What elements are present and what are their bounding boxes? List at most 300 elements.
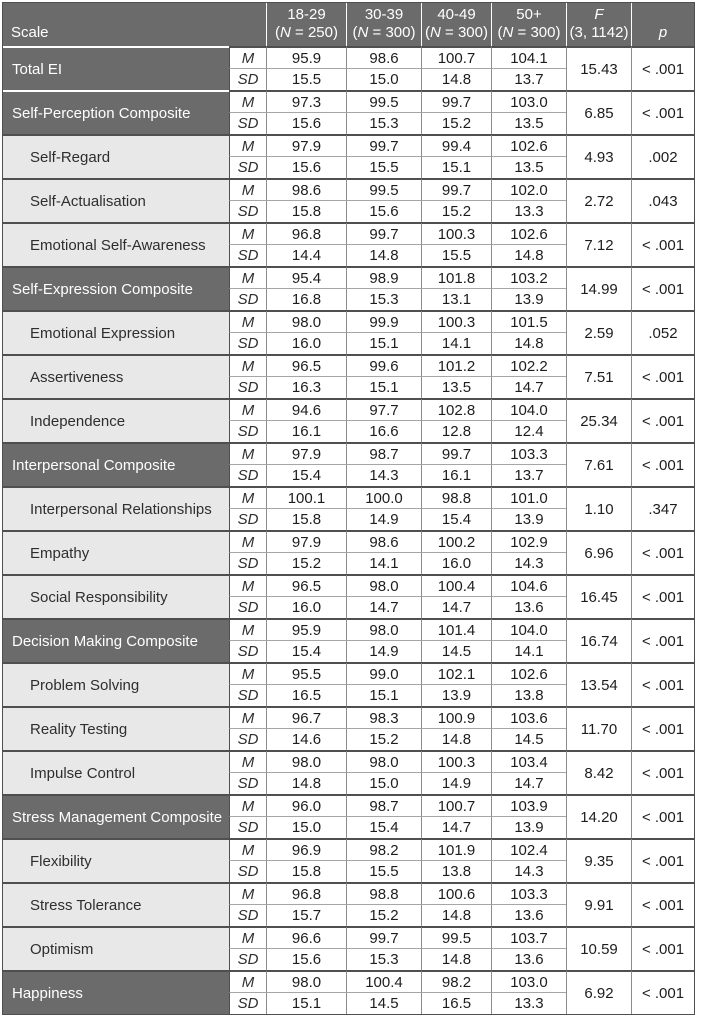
mean-value: 99.7 (421, 442, 491, 464)
sd-value: 15.4 (346, 816, 421, 838)
sd-value: 14.7 (421, 816, 491, 838)
f-value: 13.54 (566, 662, 631, 706)
sd-value: 15.5 (346, 860, 421, 882)
table-row-mean (3, 310, 694, 332)
mean-value: 95.4 (266, 266, 346, 288)
header-row (3, 3, 694, 46)
f-value: 10.59 (566, 926, 631, 970)
column-header-scale: Scale (3, 3, 266, 46)
column-header-p-value (631, 3, 694, 46)
f-value: 6.85 (566, 90, 631, 134)
mean-value: 96.9 (266, 838, 346, 860)
stat-type-label: M (229, 750, 266, 772)
f-value: 2.72 (566, 178, 631, 222)
mean-value: 98.0 (266, 970, 346, 992)
sd-value: 13.6 (491, 596, 566, 618)
stat-type-label: M (229, 398, 266, 420)
sd-value: 16.1 (266, 420, 346, 442)
f-value: 1.10 (566, 486, 631, 530)
anova-results-table (2, 2, 695, 1015)
stat-type-label: SD (229, 420, 266, 442)
column-header-f-statistic (566, 3, 631, 46)
mean-value: 103.6 (491, 706, 566, 728)
table-row-mean (3, 354, 694, 376)
mean-value: 99.7 (346, 134, 421, 156)
mean-value: 98.2 (346, 838, 421, 860)
mean-value: 96.7 (266, 706, 346, 728)
p-value: < .001 (631, 354, 694, 398)
mean-value: 99.7 (421, 90, 491, 112)
column-header-age-18-29 (266, 3, 346, 46)
mean-value: 100.4 (421, 574, 491, 596)
scale-label: Flexibility (3, 838, 229, 882)
stat-type-label: M (229, 838, 266, 860)
p-value: < .001 (631, 750, 694, 794)
stat-type-label: M (229, 178, 266, 200)
mean-value: 99.7 (346, 926, 421, 948)
mean-value: 96.8 (266, 882, 346, 904)
f-value: 2.59 (566, 310, 631, 354)
mean-value: 104.1 (491, 46, 566, 68)
scale-label: Emotional Self-Awareness (3, 222, 229, 266)
mean-value: 103.0 (491, 970, 566, 992)
table-row-mean (3, 134, 694, 156)
sd-value: 15.4 (266, 464, 346, 486)
sd-value: 14.8 (346, 244, 421, 266)
stat-type-label: SD (229, 640, 266, 662)
sd-value: 13.3 (491, 992, 566, 1014)
sd-value: 15.1 (346, 332, 421, 354)
p-value: < .001 (631, 706, 694, 750)
mean-value: 103.3 (491, 882, 566, 904)
mean-value: 97.9 (266, 530, 346, 552)
mean-value: 97.3 (266, 90, 346, 112)
sd-value: 14.6 (266, 728, 346, 750)
sd-value: 13.9 (491, 816, 566, 838)
mean-value: 98.0 (266, 750, 346, 772)
mean-value: 100.2 (421, 530, 491, 552)
table-row-mean (3, 442, 694, 464)
sd-value: 15.2 (346, 728, 421, 750)
stat-type-label: M (229, 134, 266, 156)
sd-value: 14.5 (491, 728, 566, 750)
stat-type-label: M (229, 266, 266, 288)
sd-value: 16.1 (421, 464, 491, 486)
mean-value: 96.8 (266, 222, 346, 244)
sd-value: 14.8 (491, 332, 566, 354)
sd-value: 15.6 (266, 112, 346, 134)
sd-value: 14.8 (421, 728, 491, 750)
f-value: 25.34 (566, 398, 631, 442)
sd-value: 15.2 (346, 904, 421, 926)
mean-value: 100.1 (266, 486, 346, 508)
stat-type-label: SD (229, 288, 266, 310)
mean-value: 103.3 (491, 442, 566, 464)
table-row-mean (3, 530, 694, 552)
f-value: 14.99 (566, 266, 631, 310)
sd-value: 13.8 (421, 860, 491, 882)
stat-type-label: M (229, 310, 266, 332)
mean-value: 98.0 (346, 618, 421, 640)
mean-value: 101.0 (491, 486, 566, 508)
stat-type-label: SD (229, 860, 266, 882)
f-value: 6.92 (566, 970, 631, 1014)
stat-type-label: M (229, 926, 266, 948)
sd-value: 14.9 (346, 508, 421, 530)
mean-value: 99.6 (346, 354, 421, 376)
mean-value: 99.5 (346, 90, 421, 112)
scale-label: Independence (3, 398, 229, 442)
stat-type-label: SD (229, 904, 266, 926)
sd-value: 14.7 (491, 376, 566, 398)
sd-value: 15.7 (266, 904, 346, 926)
p-value: .043 (631, 178, 694, 222)
table-row-mean (3, 266, 694, 288)
stat-type-label: SD (229, 992, 266, 1014)
mean-value: 101.8 (421, 266, 491, 288)
sd-value: 15.5 (266, 68, 346, 90)
mean-value: 99.9 (346, 310, 421, 332)
p-value: < .001 (631, 222, 694, 266)
mean-value: 101.5 (491, 310, 566, 332)
scale-label: Self-Regard (3, 134, 229, 178)
mean-value: 95.9 (266, 46, 346, 68)
mean-value: 98.8 (421, 486, 491, 508)
p-value: < .001 (631, 882, 694, 926)
sd-value: 15.5 (421, 244, 491, 266)
p-value: < .001 (631, 618, 694, 662)
stat-type-label: SD (229, 156, 266, 178)
age-range-label: 18-29 (287, 6, 326, 23)
sd-value: 15.3 (346, 288, 421, 310)
stat-type-label: M (229, 662, 266, 684)
mean-value: 99.5 (421, 926, 491, 948)
stat-type-label: SD (229, 112, 266, 134)
stat-type-label: SD (229, 376, 266, 398)
mean-value: 100.7 (421, 46, 491, 68)
table-header (3, 3, 694, 46)
sd-value: 14.3 (491, 552, 566, 574)
sample-size-label: (N = 250) (275, 23, 338, 41)
sd-value: 16.0 (266, 596, 346, 618)
sd-value: 13.7 (491, 68, 566, 90)
sd-value: 13.6 (491, 948, 566, 970)
sd-value: 13.3 (491, 200, 566, 222)
sd-value: 15.4 (421, 508, 491, 530)
scale-label: Assertiveness (3, 354, 229, 398)
mean-value: 102.4 (491, 838, 566, 860)
scale-label: Emotional Expression (3, 310, 229, 354)
sd-value: 14.8 (421, 904, 491, 926)
sd-value: 15.1 (266, 992, 346, 1014)
p-value: .052 (631, 310, 694, 354)
sd-value: 14.8 (491, 244, 566, 266)
table-row-mean (3, 46, 694, 68)
mean-value: 100.7 (421, 794, 491, 816)
p-value: < .001 (631, 662, 694, 706)
mean-value: 103.2 (491, 266, 566, 288)
table-row-mean (3, 750, 694, 772)
scale-label: Social Responsibility (3, 574, 229, 618)
sd-value: 15.6 (346, 200, 421, 222)
table-row-mean (3, 794, 694, 816)
sd-value: 15.0 (266, 816, 346, 838)
stat-type-label: SD (229, 68, 266, 90)
scale-label: Empathy (3, 530, 229, 574)
stat-type-label: SD (229, 552, 266, 574)
sd-value: 14.1 (491, 640, 566, 662)
sd-value: 14.5 (346, 992, 421, 1014)
f-value: 9.91 (566, 882, 631, 926)
mean-value: 103.7 (491, 926, 566, 948)
scale-label: Optimism (3, 926, 229, 970)
sd-value: 15.6 (266, 948, 346, 970)
scale-label: Decision Making Composite (3, 618, 229, 662)
mean-value: 96.0 (266, 794, 346, 816)
mean-value: 97.9 (266, 442, 346, 464)
mean-value: 100.4 (346, 970, 421, 992)
sd-value: 16.6 (346, 420, 421, 442)
sd-value: 15.8 (266, 200, 346, 222)
stat-type-label: SD (229, 772, 266, 794)
sd-value: 15.1 (346, 376, 421, 398)
sd-value: 16.0 (421, 552, 491, 574)
p-value: < .001 (631, 398, 694, 442)
sd-value: 14.3 (491, 860, 566, 882)
mean-value: 98.6 (266, 178, 346, 200)
stat-type-label: SD (229, 464, 266, 486)
stat-type-label: M (229, 706, 266, 728)
sd-value: 14.4 (266, 244, 346, 266)
f-value: 7.12 (566, 222, 631, 266)
mean-value: 104.0 (491, 398, 566, 420)
stat-type-label: M (229, 354, 266, 376)
mean-value: 102.6 (491, 222, 566, 244)
f-value: 8.42 (566, 750, 631, 794)
sd-value: 14.9 (346, 640, 421, 662)
column-header-age-40-49 (421, 3, 491, 46)
f-value: 15.43 (566, 46, 631, 90)
mean-value: 98.9 (346, 266, 421, 288)
scale-label: Self-Perception Composite (3, 90, 229, 134)
sd-value: 14.5 (421, 640, 491, 662)
stat-type-label: M (229, 442, 266, 464)
table-row-mean (3, 618, 694, 640)
stat-type-label: SD (229, 948, 266, 970)
sd-value: 14.9 (421, 772, 491, 794)
sd-value: 15.6 (266, 156, 346, 178)
table-row-mean (3, 706, 694, 728)
mean-value: 99.7 (346, 222, 421, 244)
table-row-mean (3, 90, 694, 112)
stat-type-label: SD (229, 684, 266, 706)
f-value: 16.74 (566, 618, 631, 662)
p-value: < .001 (631, 530, 694, 574)
f-value: 6.96 (566, 530, 631, 574)
sd-value: 15.2 (421, 112, 491, 134)
stat-type-label: M (229, 530, 266, 552)
mean-value: 98.7 (346, 442, 421, 464)
mean-value: 98.7 (346, 794, 421, 816)
table-row-mean (3, 178, 694, 200)
stat-type-label: SD (229, 596, 266, 618)
scale-label: Problem Solving (3, 662, 229, 706)
mean-value: 103.9 (491, 794, 566, 816)
sd-value: 15.4 (266, 640, 346, 662)
mean-value: 96.6 (266, 926, 346, 948)
scale-label: Stress Tolerance (3, 882, 229, 926)
sd-value: 15.8 (266, 508, 346, 530)
sd-value: 12.4 (491, 420, 566, 442)
mean-value: 101.2 (421, 354, 491, 376)
sd-value: 13.1 (421, 288, 491, 310)
p-label: p (658, 23, 668, 41)
sd-value: 14.7 (421, 596, 491, 618)
mean-value: 102.1 (421, 662, 491, 684)
sample-size-label: (N = 300) (425, 23, 488, 41)
table-row-mean (3, 926, 694, 948)
mean-value: 96.5 (266, 574, 346, 596)
p-value: < .001 (631, 794, 694, 838)
p-value: < .001 (631, 46, 694, 90)
stat-type-label: M (229, 882, 266, 904)
sample-size-label: (N = 300) (352, 23, 416, 41)
table-row-mean (3, 486, 694, 508)
table-row-mean (3, 398, 694, 420)
f-value: 4.93 (566, 134, 631, 178)
stat-type-label: M (229, 90, 266, 112)
p-value: .002 (631, 134, 694, 178)
mean-value: 99.7 (421, 178, 491, 200)
mean-value: 98.8 (346, 882, 421, 904)
mean-value: 95.5 (266, 662, 346, 684)
sd-value: 15.1 (346, 684, 421, 706)
mean-value: 100.3 (421, 310, 491, 332)
p-value: < .001 (631, 442, 694, 486)
stat-type-label: M (229, 222, 266, 244)
sd-value: 15.2 (421, 200, 491, 222)
p-value: < .001 (631, 838, 694, 882)
mean-value: 95.9 (266, 618, 346, 640)
mean-value: 102.2 (491, 354, 566, 376)
table-row-mean (3, 838, 694, 860)
mean-value: 99.5 (346, 178, 421, 200)
table-body (3, 46, 694, 1014)
stat-type-label: M (229, 486, 266, 508)
sd-value: 14.7 (346, 596, 421, 618)
sd-value: 14.1 (346, 552, 421, 574)
scale-label: Total EI (3, 46, 229, 90)
scale-label: Happiness (3, 970, 229, 1014)
table-row-mean (3, 574, 694, 596)
scale-label: Interpersonal Composite (3, 442, 229, 486)
p-value: < .001 (631, 574, 694, 618)
sd-value: 15.0 (346, 772, 421, 794)
stat-type-label: SD (229, 332, 266, 354)
sd-value: 14.7 (491, 772, 566, 794)
stat-type-label: M (229, 970, 266, 992)
sd-value: 13.6 (491, 904, 566, 926)
stat-type-label: M (229, 794, 266, 816)
scale-label: Impulse Control (3, 750, 229, 794)
mean-value: 98.6 (346, 46, 421, 68)
mean-value: 103.0 (491, 90, 566, 112)
mean-value: 98.0 (266, 310, 346, 332)
f-value: 14.20 (566, 794, 631, 838)
mean-value: 102.0 (491, 178, 566, 200)
sd-value: 12.8 (421, 420, 491, 442)
sd-value: 15.0 (346, 68, 421, 90)
stat-type-label: SD (229, 728, 266, 750)
sd-value: 16.3 (266, 376, 346, 398)
sd-value: 16.5 (266, 684, 346, 706)
sd-value: 15.3 (346, 948, 421, 970)
sd-value: 16.8 (266, 288, 346, 310)
table-row-mean (3, 882, 694, 904)
sd-value: 13.8 (491, 684, 566, 706)
mean-value: 103.4 (491, 750, 566, 772)
stat-type-label: M (229, 574, 266, 596)
mean-value: 99.0 (346, 662, 421, 684)
sd-value: 16.5 (421, 992, 491, 1014)
table-row-mean (3, 662, 694, 684)
mean-value: 96.5 (266, 354, 346, 376)
column-header-age-30-39 (346, 3, 421, 46)
sd-value: 13.9 (491, 508, 566, 530)
age-range-label: 40-49 (437, 6, 476, 23)
stat-type-label: SD (229, 200, 266, 222)
p-value: < .001 (631, 266, 694, 310)
sd-value: 14.3 (346, 464, 421, 486)
sd-value: 13.5 (491, 112, 566, 134)
p-value: < .001 (631, 970, 694, 1014)
sd-value: 13.7 (491, 464, 566, 486)
mean-value: 104.6 (491, 574, 566, 596)
p-value: < .001 (631, 926, 694, 970)
f-value: 9.35 (566, 838, 631, 882)
mean-value: 100.6 (421, 882, 491, 904)
sd-value: 15.2 (266, 552, 346, 574)
stat-type-label: SD (229, 244, 266, 266)
stat-type-label: SD (229, 508, 266, 530)
mean-value: 102.6 (491, 662, 566, 684)
sd-value: 13.9 (491, 288, 566, 310)
f-value: 7.61 (566, 442, 631, 486)
p-value: .347 (631, 486, 694, 530)
mean-value: 98.0 (346, 574, 421, 596)
f-value: 11.70 (566, 706, 631, 750)
f-label: F (594, 6, 604, 23)
mean-value: 100.9 (421, 706, 491, 728)
mean-value: 102.9 (491, 530, 566, 552)
sample-size-label: (N = 300) (497, 23, 561, 41)
f-degrees-of-freedom: (3, 1142) (569, 23, 629, 41)
scale-label: Self-Actualisation (3, 178, 229, 222)
stat-type-label: SD (229, 816, 266, 838)
mean-value: 101.9 (421, 838, 491, 860)
scale-label: Interpersonal Relationships (3, 486, 229, 530)
sd-value: 14.8 (421, 948, 491, 970)
scale-label: Reality Testing (3, 706, 229, 750)
sd-value: 14.8 (421, 68, 491, 90)
mean-value: 101.4 (421, 618, 491, 640)
sd-value: 14.1 (421, 332, 491, 354)
table-row-mean (3, 222, 694, 244)
mean-value: 97.7 (346, 398, 421, 420)
sd-value: 15.5 (346, 156, 421, 178)
mean-value: 100.3 (421, 750, 491, 772)
sd-value: 15.1 (421, 156, 491, 178)
